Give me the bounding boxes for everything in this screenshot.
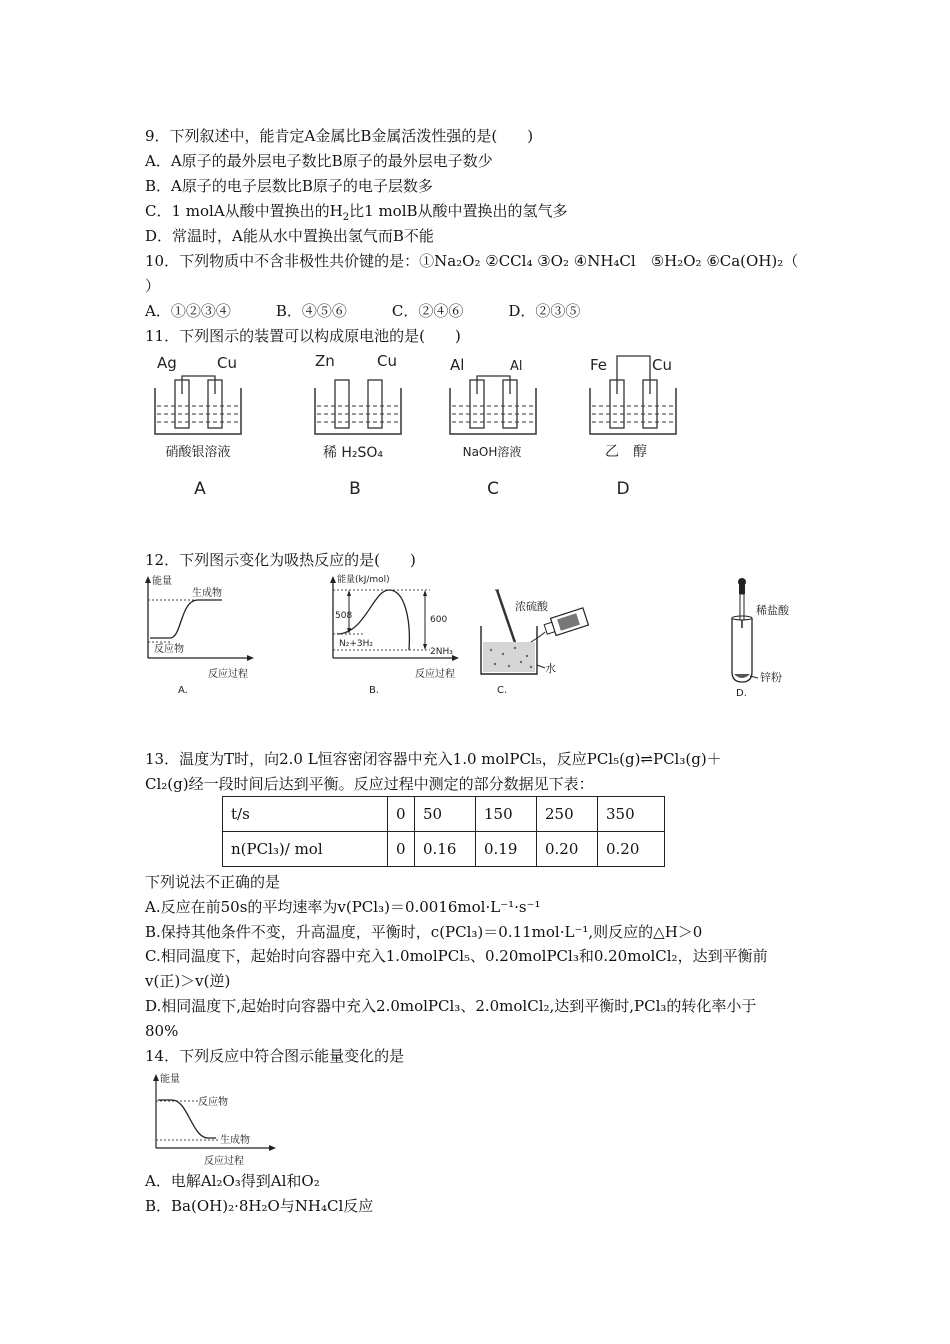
q13-stem-line2: Cl₂(g)经一段时间后达到平衡。反应过程中测定的部分数据见下表： [145, 775, 594, 793]
q9-option-c: C．1 molA从酸中置换出的$H_2$比1 molB从酸中置换出的氢气多 [145, 202, 568, 223]
cell-a-left-electrode: Ag [157, 354, 177, 372]
figure-d-letter: D. [736, 688, 747, 699]
cell-d-solution: 乙 醇 [605, 444, 647, 460]
cell-a-right-electrode: Cu [217, 354, 237, 372]
q12-figure-c [481, 590, 588, 696]
cell-d-right-electrode: Cu [652, 356, 672, 374]
q14-graph-reactant-label: 反应物 [198, 1097, 228, 1108]
q13-option-c-line1: C.相同温度下，起始时向容器中充入1.0molPCl₅、0.20molPCl₃和0.20molCl₂，达到平衡前 [145, 947, 768, 965]
figure-d-powder-label: 锌粉 [760, 671, 782, 684]
table-cell: 0 [388, 797, 415, 832]
q14-graph-x-label: 反应过程 [204, 1156, 244, 1167]
cell-c-solution: NaOH溶液 [462, 445, 522, 459]
q14-graph-y-label: 能量 [160, 1074, 180, 1085]
q13-option-b: B.保持其他条件不变，升高温度，平衡时，c(PCl₃)＝0.11mol·L⁻¹,则反应的△H＞0 [145, 923, 703, 941]
q12-stem: 12．下列图示变化为吸热反应的是( ) [145, 551, 416, 569]
cell-c-letter: C [487, 479, 499, 499]
cell-a-solution: 硝酸银溶液 [165, 445, 231, 460]
cell-a-letter: A [194, 479, 206, 499]
figure-c-acid-label: 浓硫酸 [515, 600, 548, 613]
q14-stem: 14．下列反应中符合图示能量变化的是 [145, 1047, 405, 1065]
cell-d-left-electrode: Fe [590, 356, 608, 374]
q14-energy-graph [150, 1070, 280, 1170]
cell-d-letter: D [616, 479, 630, 499]
cell-b-right-electrode: Cu [377, 352, 397, 370]
table-cell: n(PCl₃)/ mol [223, 832, 388, 867]
cell-c-left-electrode: Al [450, 356, 465, 374]
q9-stem: 9．下列叙述中，能肯定A金属比B金属活泼性强的是( ) [145, 127, 534, 145]
table-cell: 0.16 [415, 832, 476, 867]
table-cell: 0.19 [476, 832, 537, 867]
graph-b-x-label: 反应过程 [415, 669, 455, 680]
graph-b-product-label: 2NH₃ [430, 647, 453, 657]
graph-a-x-label: 反应过程 [208, 669, 248, 680]
table-cell: t/s [223, 797, 388, 832]
table-cell: 250 [537, 797, 598, 832]
q13-stem-line1: 13．温度为T时，向2.0 L恒容密闭容器中充入1.0 molPCl₅，反应PCl₅(g)⇌PCl₃(g)＋ [145, 750, 722, 768]
cell-b-left-electrode: Zn [315, 352, 335, 370]
table-row [223, 832, 665, 867]
q12-figures [140, 570, 810, 705]
cell-c [450, 356, 536, 499]
q11-galvanic-cells-figure [145, 350, 705, 500]
q9-option-a: A．A原子的最外层电子数比B原子的最外层电子数少 [145, 152, 493, 170]
q13-option-d-line1: D.相同温度下,起始时向容器中充入2.0molPCl₃、2.0molCl₂,达到平衡时,PCl₃的转化率小于 [145, 997, 757, 1015]
table-cell: 350 [598, 797, 665, 832]
cell-c-right-electrode: Al [510, 359, 523, 374]
figure-c-letter: C. [497, 685, 508, 696]
table-cell: 150 [476, 797, 537, 832]
table-cell: 50 [415, 797, 476, 832]
q10-stem: 10．下列物质中不含非极性共价键的是：①Na₂O₂ ②CCl₄ ③O₂ ④NH₄Cl ⑤H₂O₂ ⑥Ca(OH)₂（ [145, 252, 799, 270]
q14-option-b: B．Ba(OH)₂·8H₂O与NH₄Cl反应 [145, 1197, 374, 1215]
graph-a-product-label: 生成物 [192, 588, 222, 599]
graph-b-y-label: 能量(kJ/mol) [337, 575, 390, 585]
q10-options: A．①②③④ B．④⑤⑥ C．②④⑥ D．②③⑤ [145, 302, 581, 320]
cell-b [315, 352, 401, 499]
graph-b-value-600: 600 [430, 615, 448, 625]
graph-b-value-508: 508 [335, 611, 353, 621]
q13-option-a: A.反应在前50s的平均速率为v(PCl₃)＝0.0016mol·L⁻¹·s⁻¹ [145, 898, 541, 916]
cell-a [155, 354, 241, 499]
cell-d [590, 356, 676, 499]
q9-option-d: D．常温时，A能从水中置换出氢气而B不能 [145, 227, 434, 245]
cell-b-solution: 稀 H₂SO₄ [322, 445, 384, 461]
figure-c-water-label: 水 [545, 662, 556, 675]
graph-b-letter: B. [369, 685, 380, 696]
q12-graph-a [145, 574, 254, 696]
q9-option-b: B．A原子的电子层数比B原子的电子层数多 [145, 177, 433, 195]
q14-option-a: A．电解Al₂O₃得到Al和O₂ [145, 1172, 320, 1190]
graph-a-reactant-label: 反应物 [154, 644, 184, 655]
graph-a-y-label: 能量 [152, 576, 172, 587]
q11-stem: 11．下列图示的装置可以构成原电池的是( ) [145, 327, 461, 345]
graph-a-letter: A. [178, 685, 188, 696]
table-cell: 0 [388, 832, 415, 867]
q13-option-c-line2: v(正)＞v(逆) [145, 972, 231, 990]
q14-graph-product-label: 生成物 [220, 1135, 250, 1146]
graph-b-reactant-label: N₂+3H₂ [339, 639, 373, 649]
q10-stem-end: ） [145, 277, 161, 295]
figure-d-acid-label: 稀盐酸 [756, 604, 789, 617]
q13-prompt: 下列说法不正确的是 [145, 873, 281, 891]
q12-graph-b [330, 573, 459, 696]
pcl3-data-table [222, 796, 665, 867]
table-row [223, 797, 665, 832]
q13-option-d-line2: 80% [145, 1022, 179, 1040]
cell-b-letter: B [349, 479, 361, 499]
q12-figure-d [732, 578, 790, 699]
table-cell: 0.20 [537, 832, 598, 867]
table-cell: 0.20 [598, 832, 665, 867]
